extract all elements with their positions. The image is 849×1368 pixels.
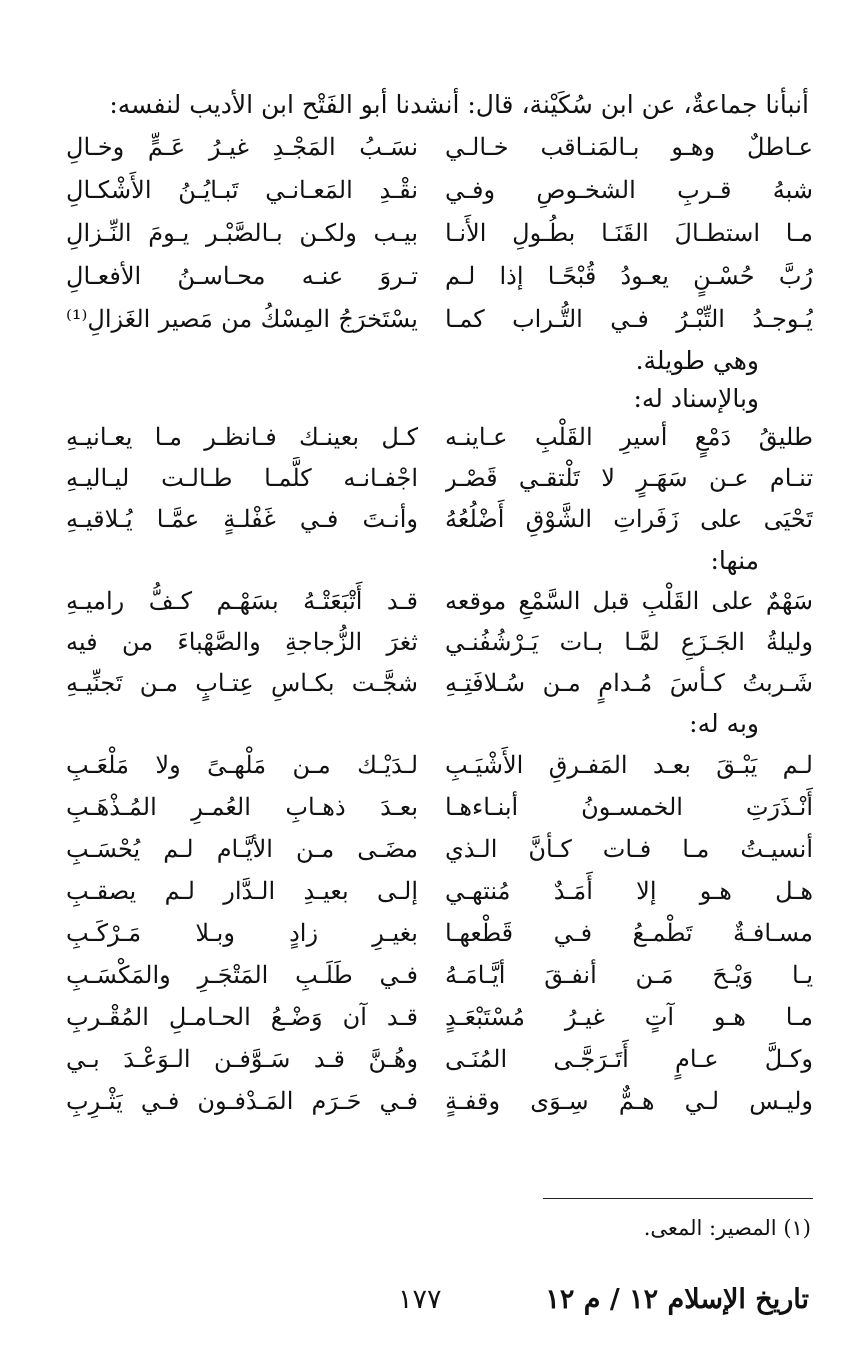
- verse-second-hemistich: وهُـنَّ قـد سَـوَّفـن الـوَعْـدَ بـي: [66, 1045, 418, 1073]
- verse-second-hemistich: وأنـتَ فـي غَفْلـةٍ عمَّـا يُـلاقيـهِ: [66, 505, 418, 533]
- footnote: (١) المصير: المعى.: [643, 1216, 811, 1240]
- verse-first-hemistich: يُـوجـدُ التِّبْـرُ فـي التُّـراب كمـا: [445, 305, 813, 333]
- verse-second-hemistich: نقْـدِ المَعـانـي تَبـايُـنُ الأَشْكـالِ: [66, 176, 418, 204]
- verse-first-hemistich: مـا استطـالَ القَنَـا بطُـولِ الأَنـا: [445, 219, 813, 247]
- verse-first-hemistich: شَـربتُ كـأسَ مُـدامٍ مـن سُـلافَتِـهِ: [445, 669, 813, 697]
- verse-row: [0, 212, 849, 254]
- verse-second-hemistich: قـد أَتْبَعَتْـهُ بسَهْـم كـفُّ راميـهِ: [66, 587, 418, 615]
- verse-row: [0, 1080, 849, 1122]
- verse-second-hemistich: نسَـبُ المَجْـدِ غيـرُ عَـمٍّ وخـالِ: [66, 133, 418, 161]
- verse-row: [0, 662, 849, 704]
- verse-row: [0, 457, 849, 499]
- verse-first-hemistich: أنسيـتُ مـا فـات كـأنَّ الـذي: [445, 835, 813, 863]
- verse-second-hemistich: لـدَيْـك مـن مَلْهـىً ولا مَلْعَـبِ: [66, 751, 418, 779]
- verse-second-hemistich: بعـدَ ذهـابِ العُمـرِ المُـذْهَـبِ: [66, 793, 418, 821]
- verse-first-hemistich: رُبَّ حُسْـنٍ يعـودُ قُبْحًـا إذا لـم: [445, 262, 813, 290]
- section-intro: وبالإسناد له:: [633, 384, 759, 413]
- footer-book-title: تاريخ الإسلام ١٢ / م ١٢: [545, 1284, 809, 1315]
- verse-row: [0, 580, 849, 622]
- verse-row: [0, 169, 849, 211]
- verse-first-hemistich: عـاطلٌ وهـو بـالمَنـاقب خـالـي: [445, 133, 813, 161]
- verse-first-hemistich: وليـس لـي هـمٌّ سِـوَى وقفـةٍ: [445, 1087, 813, 1115]
- verse-row: [0, 828, 849, 870]
- verse-row: [0, 298, 849, 340]
- verse-first-hemistich: لـم يَبْـقَ بعـد المَفـرقِ الأَشْيَـبِ: [445, 751, 813, 779]
- verse-row: [0, 498, 849, 540]
- verse-first-hemistich: سَهْمٌ على القَلْبِ قبل السَّمْعِ موقعه: [445, 587, 813, 615]
- verse-first-hemistich: مسـافـةٌ تَطْمـعُ فـي قَطْعهـا: [445, 919, 813, 947]
- verse-second-hemistich: إلـى بعيـدِ الـدَّار لـم يصقـبِ: [66, 877, 418, 905]
- header-prose: أنبأنا جماعةٌ، عن ابن سُكَيْنة، قال: أنشدنا أبو الفَتْح ابن الأديب لنفسه:: [109, 90, 809, 119]
- verse-second-hemistich: قـد آن وَضْـعُ الحـامـلِ المُقْـربِ: [66, 1003, 418, 1031]
- page-number: ١٧٧: [398, 1284, 442, 1315]
- verse-row: [0, 912, 849, 954]
- verse-row: [0, 416, 849, 458]
- footnote-divider: [543, 1198, 813, 1199]
- verse-first-hemistich: تنـام عـن سَهَـرٍ لا تَلْتقـي قَصْـر: [445, 464, 813, 492]
- verse-first-hemistich: وكـلَّ عـامٍ أَتَـرَجَّـى المُنَـى: [445, 1045, 813, 1073]
- section-intro: منها:: [710, 546, 759, 575]
- verse-second-hemistich: فـي طَلَـبِ المَتْجَـرِ والمَكْسَـبِ: [66, 961, 418, 989]
- verse-row: [0, 786, 849, 828]
- verse-second-hemistich: ثغرَ الزُّجاجةِ والصَّهْباءَ من فيه: [66, 628, 418, 656]
- verse-first-hemistich: شبهُ قـربِ الشخـوصِ وفـي: [445, 176, 813, 204]
- verse-row: [0, 744, 849, 786]
- verse-second-hemistich: فـي حَـرَم المَـدْفـون فـي يَثْـرِبِ: [66, 1087, 418, 1115]
- verse-first-hemistich: يـا وَيْـحَ مَـن أنفـقَ أيَّـامَـهُ: [445, 961, 813, 989]
- verse-row: [0, 870, 849, 912]
- verse-second-hemistich: تـروَ عنـه محـاسـنُ الأفعـالِ: [66, 262, 418, 290]
- section-intro: وبه له:: [689, 709, 759, 738]
- verse-second-hemistich: كـل بعينـك فـانظـر مـا يعـانيـهِ: [66, 423, 418, 451]
- verse-first-hemistich: تَحْيَى على زَفَراتِ الشَّوْقِ أَضْلُعُهُ: [445, 505, 813, 533]
- verse-second-hemistich: اجْفـانـه كلَّمـا طـالـت ليـاليـهِ: [66, 464, 418, 492]
- verse-second-hemistich: يسْتَخرَجُ المِسْكُ من مَصير الغَزالِ⁽¹⁾: [66, 305, 418, 333]
- verse-first-hemistich: وليلةُ الجَـزَعِ لمَّـا بـات يَـرْشُفُنـي: [445, 628, 813, 656]
- verse-row: [0, 621, 849, 663]
- verse-second-hemistich: شجَّـت بكـاسِ عِتـابٍ مـن تَجنِّيـهِ: [66, 669, 418, 697]
- verse-row: [0, 996, 849, 1038]
- verse-first-hemistich: هـل هـو إلا أَمَـدٌ مُنتهـي: [445, 877, 813, 905]
- verse-row: [0, 126, 849, 168]
- verse-second-hemistich: مضَـى مـن الأيَّـام لـم يُحْسَـبِ: [66, 835, 418, 863]
- remark-text: وهي طويلة.: [635, 346, 759, 375]
- verse-second-hemistich: بيـب ولكـن بـالصَّبْـر يـومَ النِّـزالِ: [66, 219, 418, 247]
- verse-row: [0, 255, 849, 297]
- verse-first-hemistich: طليقُ دَمْعٍ أسيرِ القَلْبِ عـاينـه: [445, 423, 813, 451]
- verse-second-hemistich: بغيـرِ زادٍ وبـلا مَـرْكَـبِ: [66, 919, 418, 947]
- verse-first-hemistich: مـا هـو آتٍ غيـرُ مُسْتَبْعَـدٍ: [445, 1003, 813, 1031]
- verse-first-hemistich: أَنْـذَرَتِ الخمسـونُ أبنـاءهـا: [445, 793, 813, 821]
- verse-row: [0, 954, 849, 996]
- verse-row: [0, 1038, 849, 1080]
